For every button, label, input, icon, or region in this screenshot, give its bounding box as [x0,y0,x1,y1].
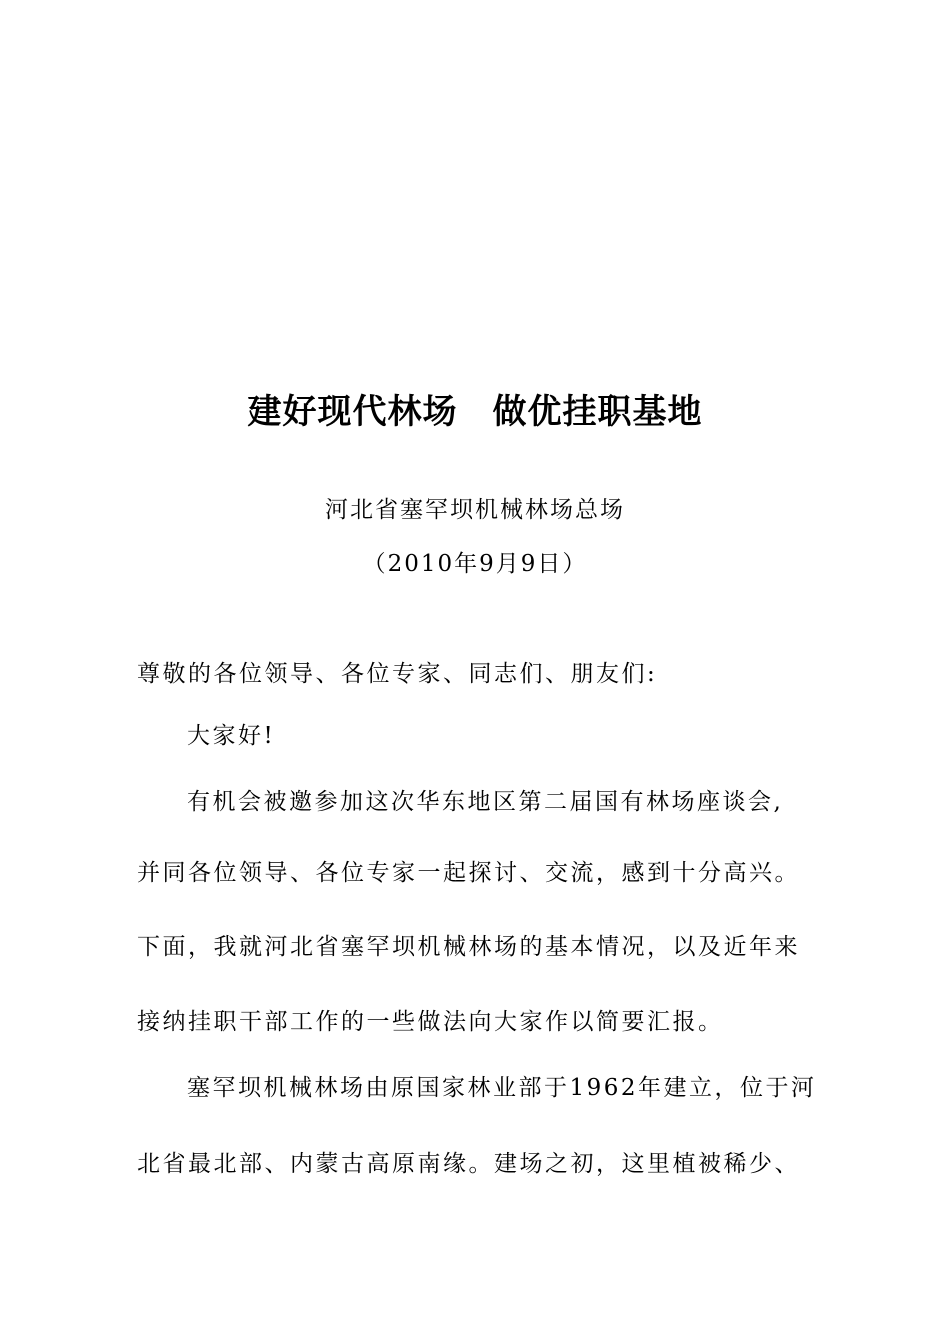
paragraph-1-line-4: 接纳挂职干部工作的一些做法向大家作以简要汇报。 [137,1009,724,1035]
paragraph-1-line-1: 有机会被邀参加这次华东地区第二届国有林场座谈会, [187,789,784,815]
document-date: （2010年9月9日） [362,551,588,577]
salutation: 尊敬的各位领导、各位专家、同志们、朋友们: [137,661,658,687]
paragraph-2-line-2: 北省最北部、内蒙古高原南缘。建场之初，这里植被稀少、 [137,1151,800,1177]
organization-name: 河北省塞罕坝机械林场总场 [325,497,625,523]
paragraph-1-line-3: 下面，我就河北省塞罕坝机械林场的基本情况，以及近年来 [137,934,800,960]
document-title: 建好现代林场 做优挂职基地 [247,392,703,432]
greeting: 大家好! [187,723,276,749]
paragraph-1-line-2: 并同各位领导、各位专家一起探讨、交流，感到十分高兴。 [137,860,800,886]
paragraph-2-line-1: 塞罕坝机械林场由原国家林业部于1962年建立，位于河 [187,1075,817,1101]
